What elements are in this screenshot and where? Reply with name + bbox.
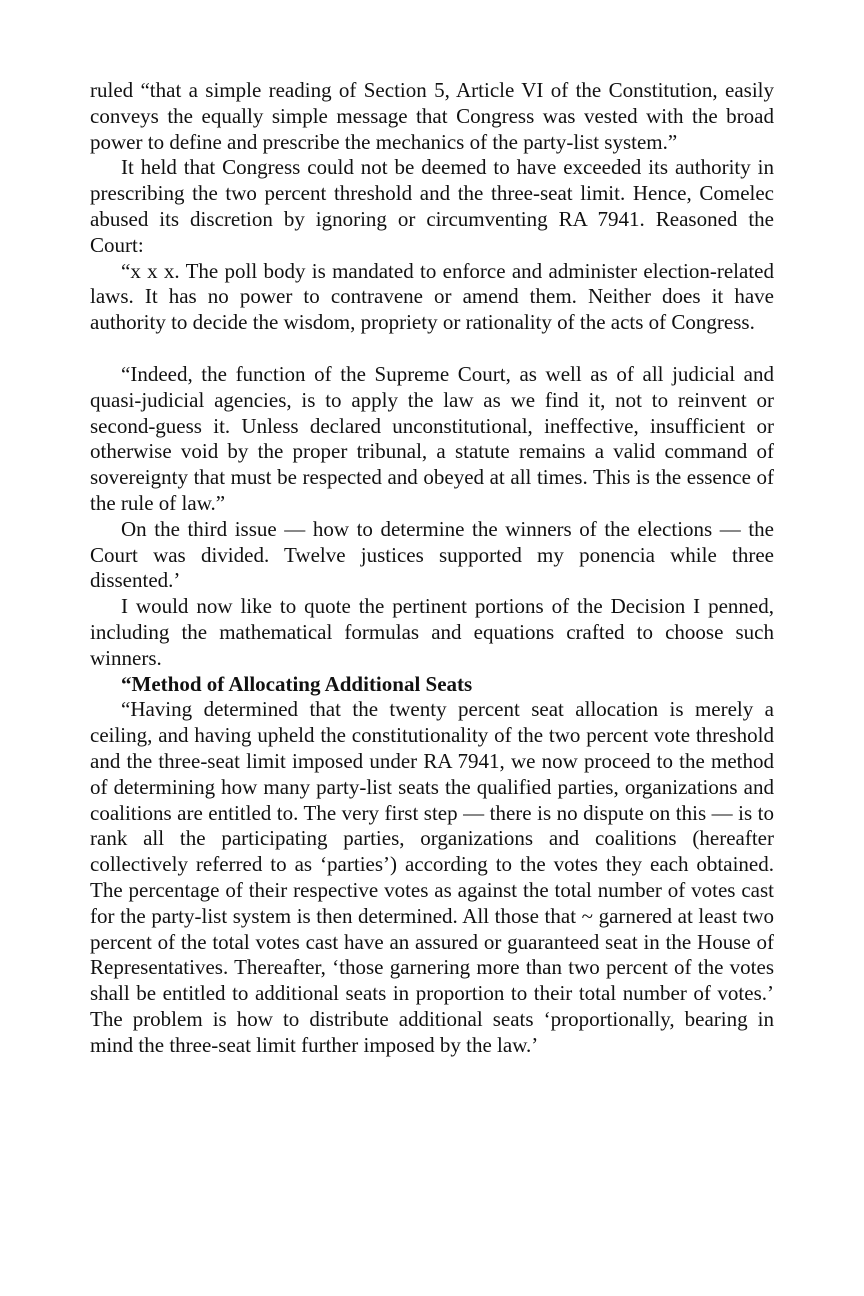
document-page xyxy=(90,78,774,1058)
paragraph-ruling-continuation: ruled “that a simple reading of Section 5, Article VI of the Constitution, easily conveys the equally simple message that Congress was vested with the broad power to define and prescribe the mechanics of the party-list system.” xyxy=(90,78,774,154)
paragraph-quote-supreme-court: “Indeed, the function of the Supreme Court, as well as of all judicial and quasi-judicial agencies, is to apply the law as we find it, not to reinvent or second-guess it. Unless declared unconstitutional, ineffective, insufficient or otherwise void by the proper tribunal, a statute remains a valid command of sovereignty that must be respected and obeyed at all times. This is the essence of the rule of law.” xyxy=(90,361,774,515)
paragraph-spacer xyxy=(90,336,774,362)
paragraph-third-issue: On the third issue — how to determine the winners of the elections — the Court was divided. Twelve justices supported my ponencia while three dissented.’ xyxy=(90,516,774,593)
paragraph-method-allocation: “Having determined that the twenty percent seat allocation is merely a ceiling, and having upheld the constitutionality of the two percent vote threshold and the three-seat limit imposed under RA 7941, we now proceed to the method of determining how many party-list seats the qualified parties, organizations and coalitions are entitled to. The very first step — there is no dispute on this — is to rank all the participating parties, organizations and coalitions (hereafter collectively referred to as ‘parties’) according to the votes they each obtained. The percentage of their respective votes as against the total number of votes cast for the party-list system is then determined. All those that ~ garnered at least two percent of the total votes cast have an assured or guaranteed seat in the House of Representatives. Thereafter, ‘those garnering more than two percent of the votes shall be entitled to additional seats in proportion to their total number of votes.’ The problem is how to distribute additional seats ‘proportionally, bearing in mind the three-seat limit further imposed by the law.’ xyxy=(90,697,774,1057)
paragraph-quote-intro: I would now like to quote the pertinent portions of the Decision I penned, including the mathematical formulas and equations crafted to choose such winners. xyxy=(90,594,774,670)
paragraph-quote-poll-body: “x x x. The poll body is mandated to enforce and administer election-related laws. It has no power to contravene or amend them. Neither does it have authority to decide the wisdom, propriety or rationality of the acts of Congress. xyxy=(90,258,774,335)
paragraph-congress-authority: It held that Congress could not be deemed to have exceeded its authority in prescribing the two percent threshold and the three-seat limit. Hence, Comelec abused its discretion by ignoring or circumventing RA 7941. Reasoned the Court: xyxy=(90,155,774,257)
section-heading: “Method of Allocating Additional Seats xyxy=(121,671,473,696)
